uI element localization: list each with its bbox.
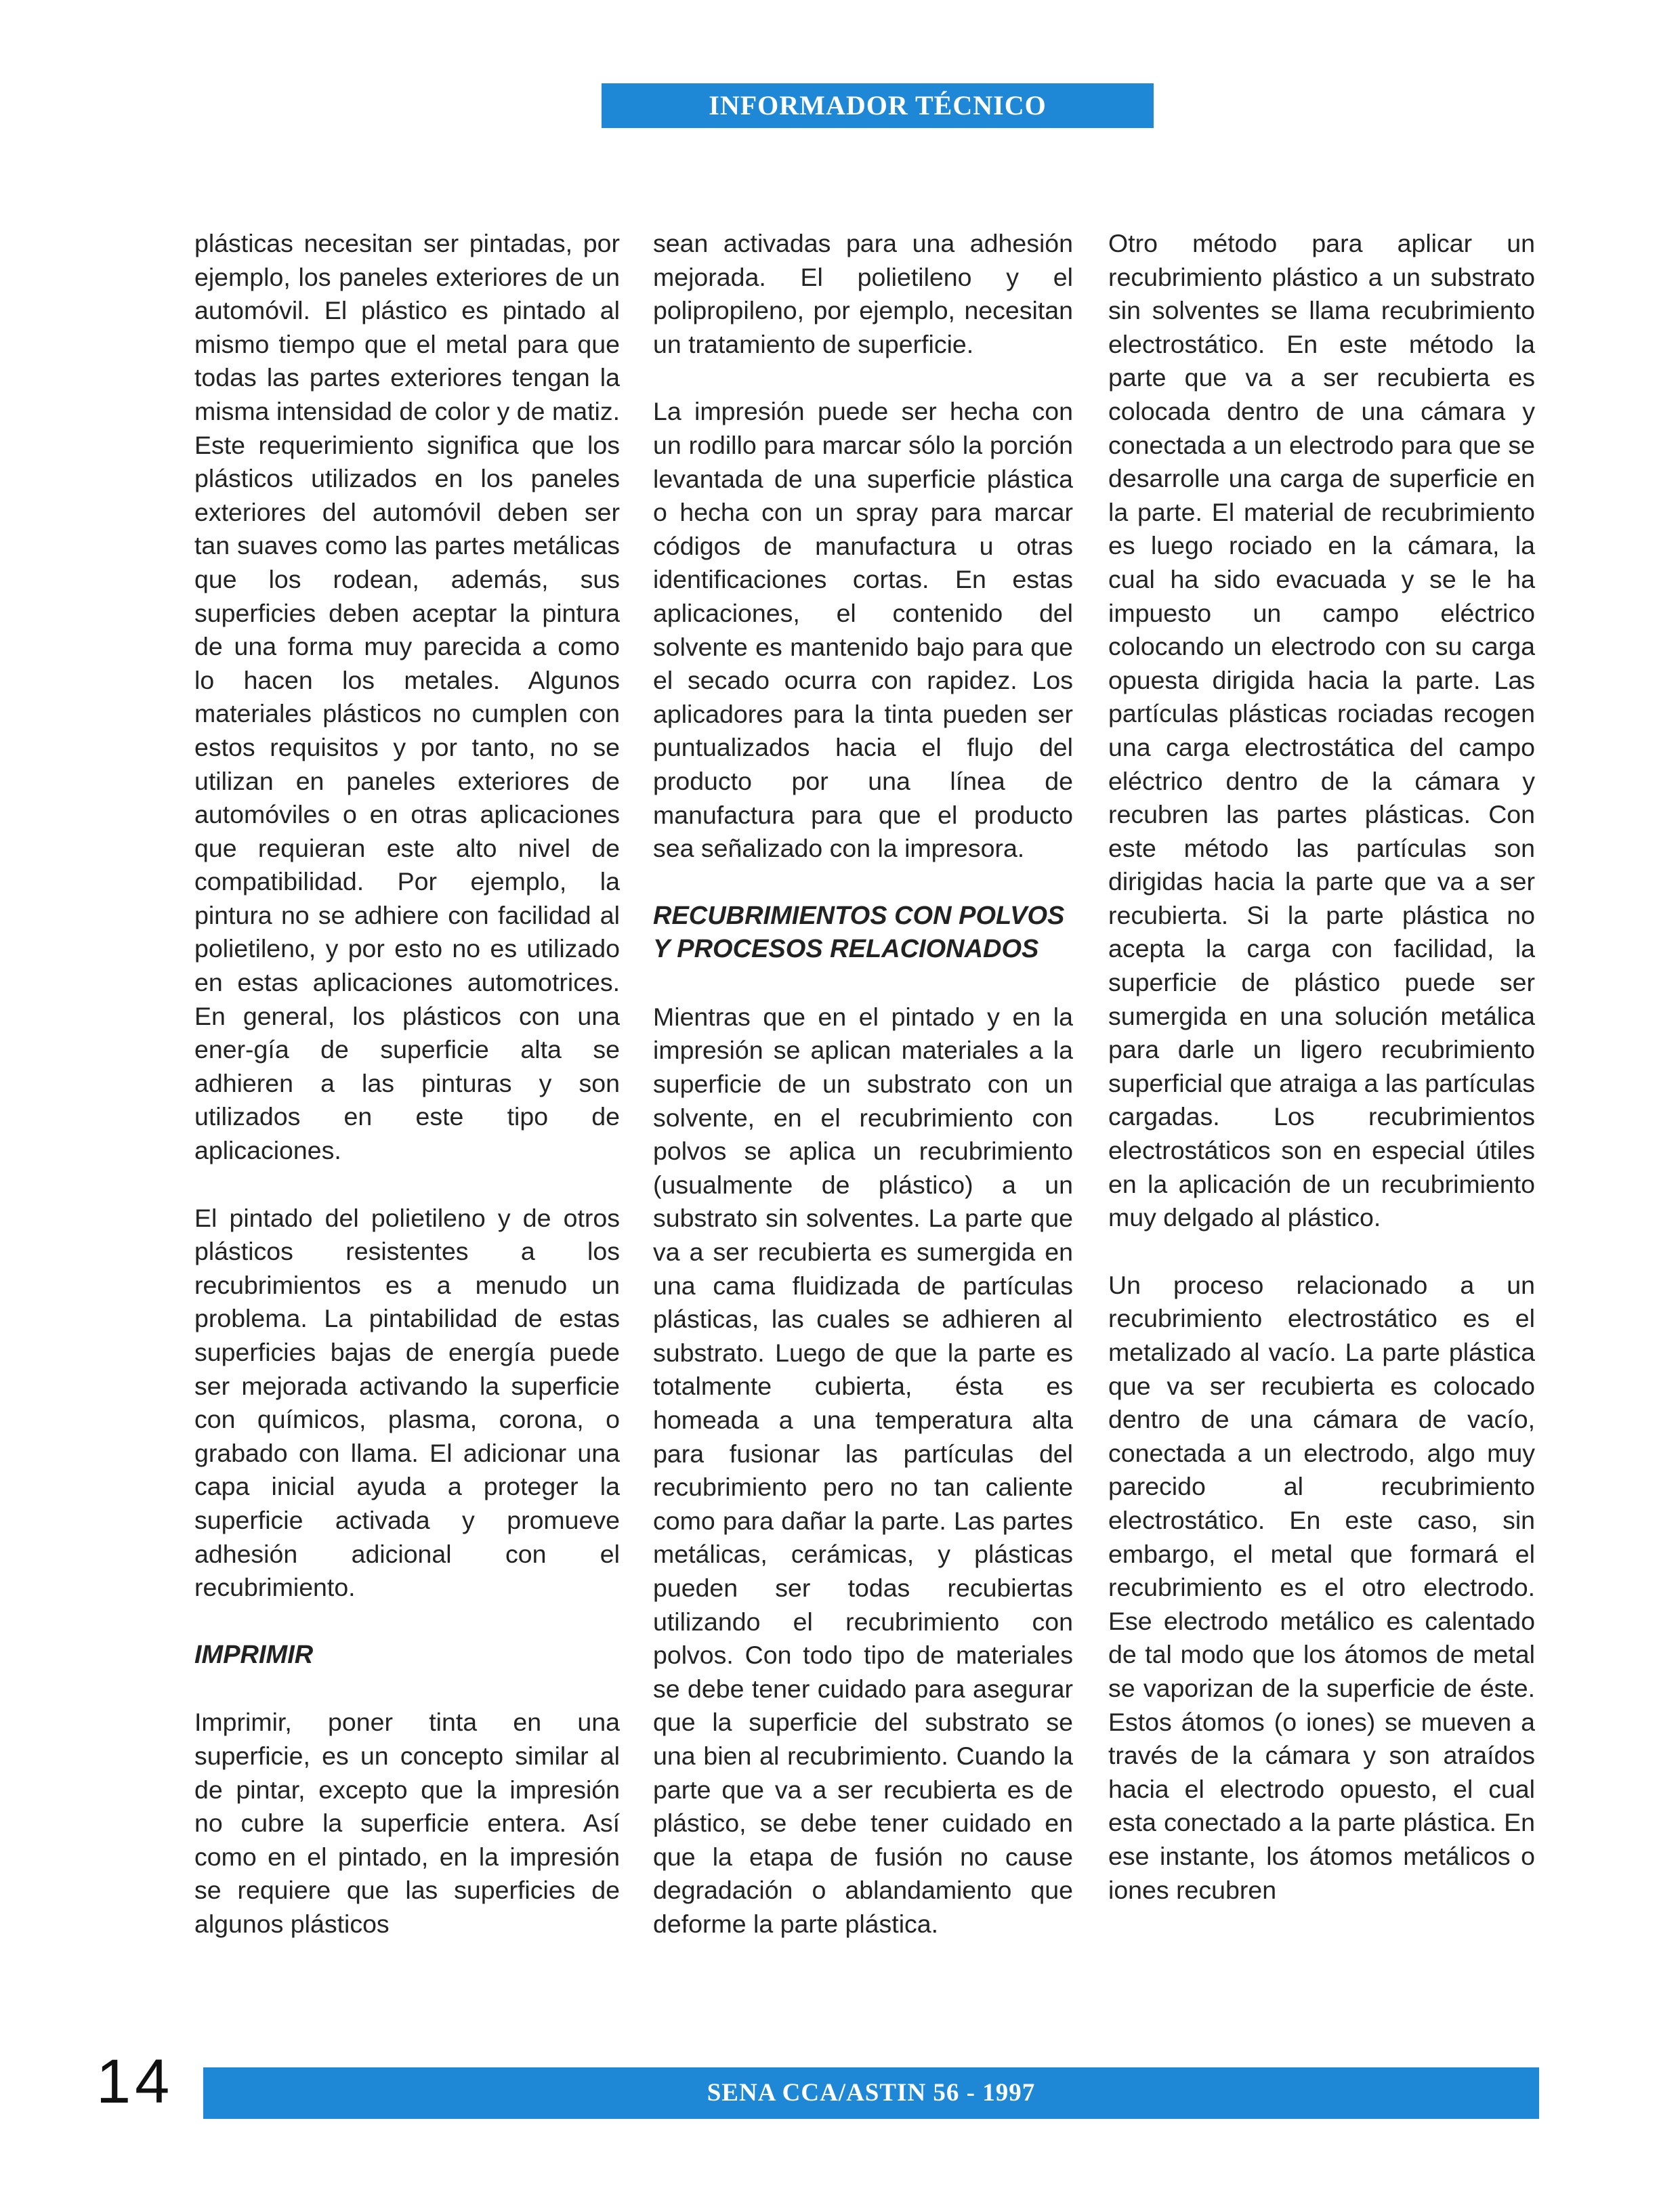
paragraph: Un proceso relacionado a un recubrimiento electrostático es el metalizado al vacío. La parte plástica que va ser recubierta es colocado dentro de una cámara de vacío, conectada a un electrodo, algo muy parecido al recubrimiento electrostático. En este caso, sin embargo, el metal que formará el recubrimiento es el otro electrodo. Ese electrodo metálico es calentado de tal modo que los átomos de metal se vaporizan de la superficie de éste. Estos átomos (o iones) se mueven a través de la cámara y son atraídos hacia el electrodo opuesto, el cual esta conectado a la parte plástica. En ese instante, los átomos metálicos o iones recubren [1108, 1270, 1535, 1904]
paragraph: Otro método para aplicar un recubrimiento plástico a un substrato sin solventes se llama recubrimiento electrostático. En este método la parte que va a ser recubierta es colocada dentro de una cámara y conectada a un electrodo para que se desarrolle una carga de superficie en la parte. El material de recubrimiento es luego rociado en la cámara, la cual ha sido evacuada y se le ha impuesto un campo eléctrico colocando un electrodo con su carga opuesta dirigida hacia la parte. Las partículas plásticas rociadas recogen una carga electrostática del campo eléctrico dentro de la cámara y recubren las partes plásticas. Con este método las partículas son dirigidas hacia la parte que va a ser recubierta. Si la parte plástica no acepta la carga con facilidad, la superficie de plástico puede ser sumergida en una solución metálica para darle un ligero recubrimiento superficial que atraiga a las partículas cargadas. Los recubrimientos electrostáticos son en especial útiles en la aplicación de un recubrimiento muy delgado al plástico. [1108, 229, 1535, 1232]
paragraph: Mientras que en el pintado y en la impresión se aplican materiales a la superficie de un substrato con un solvente, en el recubrimiento con polvos se aplica un recubrimiento (usualmente de plástico) a un substrato sin solventes. La parte que va a ser recubierta es sumergida en una cama fluidizada de partículas plásticas, las cuales se adhieren al substrato. Luego de que la parte es totalmente cubierta, ésta es homeada a una temperatura alta para fusionar las partículas del recubrimiento pero no tan caliente como para dañar la parte. Las partes metálicas, cerámicas, y plásticas pueden ser todas recubiertas utilizando el recubrimiento con polvos. Con todo tipo de materiales se debe tener cuidado para asegurar que la superficie del substrato se una bien al recubrimiento. Cuando la parte que va a ser recubierta es de plástico, se debe tener cuidado en que la etapa de fusión no cause degradación o ablandamiento que deforme la parte plástica. [653, 1002, 1073, 1938]
header-banner: INFORMADOR TÉCNICO [602, 83, 1154, 128]
paragraph: El pintado del polietileno y de otros plásticos resistentes a los recubrimientos es a menudo un problema. La pintabilidad de estas superficies bajas de energía puede ser mejorada activando la superficie con químicos, plasma, corona, o grabado con llama. El adicionar una capa inicial ayuda a proteger la superficie activada y promueve adhesión adicional con el recubrimiento. [194, 1203, 620, 1602]
column-2 [653, 227, 1073, 1975]
column-3 [1108, 227, 1535, 1941]
paragraph: Imprimir, poner tinta en una superficie, es un concepto similar al de pintar, excepto que la impresión no cubre la superficie entera. Así como en el pintado, en la impresión se requiere que las superficies de algunos plásticos [194, 1708, 620, 1938]
column-1 [194, 227, 620, 1975]
page-number: 14 [96, 2047, 174, 2116]
section-heading-imprimir: IMPRIMIR [194, 1640, 314, 1669]
paragraph: plásticas necesitan ser pintadas, por ejemplo, los paneles exteriores de un automóvil. El plástico es pintado al mismo tiempo que el metal para que todas las partes exteriores tengan la misma intensidad de color y de matiz. Este requerimiento significa que los plásticos utilizados en los paneles exteriores del automóvil deben ser tan suaves como las partes metálicas que los rodean, además, sus superficies deben aceptar la pintura de una forma muy parecida a como lo hacen los metales. Algunos materiales plásticos no cumplen con estos requisitos y por tanto, no se utilizan en paneles exteriores de automóviles o en otras aplicaciones que requieran este alto nivel de compatibilidad. Por ejemplo, la pintura no se adhiere con facilidad al polietileno, y por esto no es utilizado en estas aplicaciones automotrices. En general, los plásticos con una ener-gía de superficie alta se adhieren a las pinturas y son utilizados en este tipo de aplicaciones. [194, 229, 620, 1165]
section-heading-recubrimientos: RECUBRIMIENTOS CON POLVOS Y PROCESOS RELACIONADOS [653, 901, 1065, 964]
paragraph: sean activadas para una adhesión mejorada. El polietileno y el polipropileno, por ejemplo, necesitan un tratamiento de superficie. [653, 229, 1073, 358]
paragraph: La impresión puede ser hecha con un rodillo para marcar sólo la porción levantada de una superficie plástica o hecha con un spray para marcar códigos de manufactura u otras identificaciones cortas. En estas aplicaciones, el contenido del solvente es mantenido bajo para que el secado ocurra con rapidez. Los aplicadores para la tinta pueden ser puntualizados hacia el flujo del producto por una línea de manufactura para que el producto sea señalizado con la impresora. [653, 397, 1073, 863]
footer-banner: SENA CCA/ASTIN 56 - 1997 [203, 2067, 1539, 2119]
